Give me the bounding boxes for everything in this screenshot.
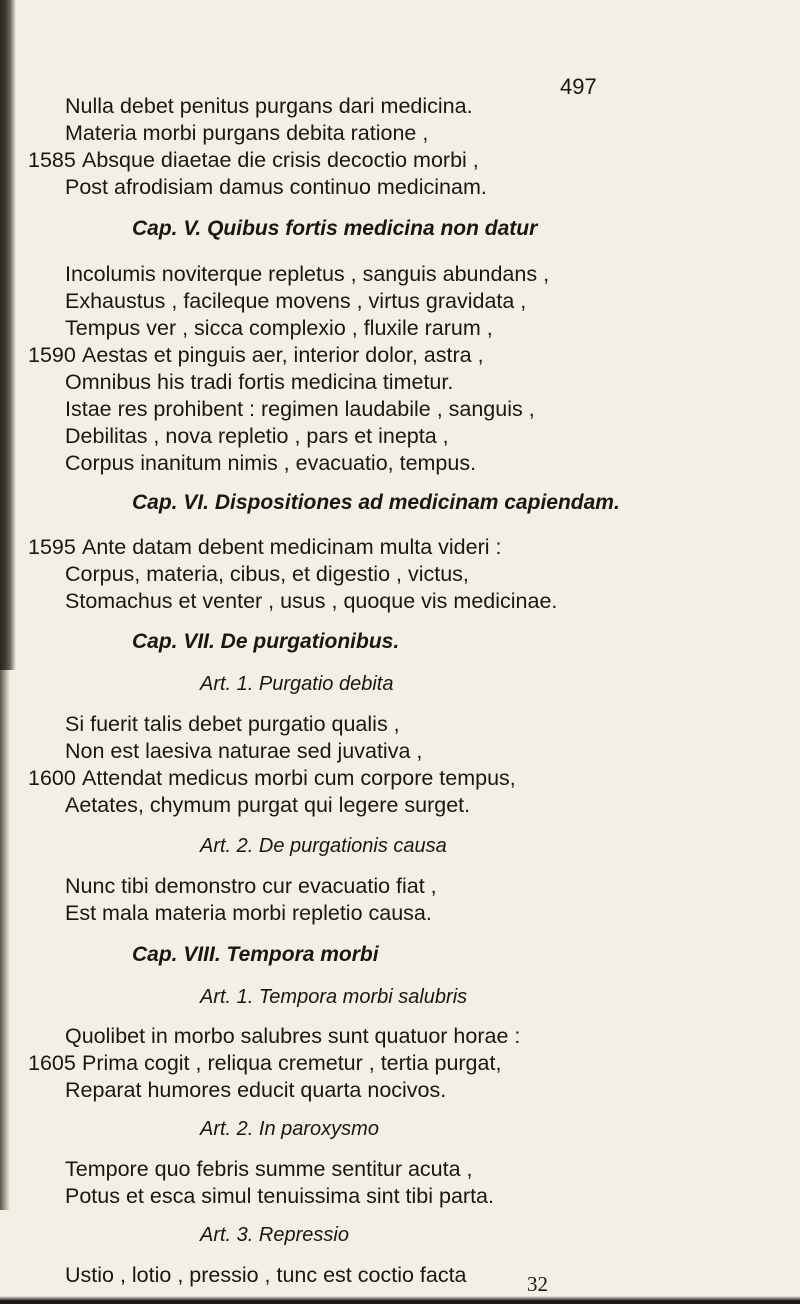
text-line: Aestas et pinguis aer, interior dolor, astra , (82, 343, 484, 367)
page-number: 497 (560, 74, 597, 99)
text-line: Reparat humores educit quarta nocivos. (65, 1078, 447, 1102)
line-number: 1605 (28, 1051, 76, 1075)
line-number: 1595 (28, 535, 76, 559)
book-binding-shadow (0, 0, 16, 670)
text-line: Stomachus et venter , usus , quoque vis medicinae. (65, 589, 558, 613)
text-line: Potus et esca simul tenuissima sint tibi parta. (65, 1184, 494, 1208)
line-number: 1590 (28, 343, 76, 367)
article-heading: Art. 1. Tempora morbi salubris (200, 986, 468, 1008)
text-line: Nulla debet penitus purgans dari medicina. (65, 94, 473, 118)
article-heading: Art. 2. In paroxysmo (200, 1118, 379, 1140)
book-binding-shadow-lower (0, 670, 10, 1210)
article-heading: Art. 1. Purgatio debita (200, 673, 394, 695)
text-line: Incolumis noviterque repletus , sanguis abundans , (65, 262, 550, 286)
article-heading: Art. 3. Repressio (200, 1224, 349, 1246)
text-line: Non est laesiva naturae sed juvativa , (65, 739, 423, 763)
chapter-heading: Cap. V. Quibus fortis medicina non datur (132, 217, 538, 240)
text-line: Attendat medicus morbi cum corpore tempus, (82, 766, 516, 790)
line-number: 1585 (28, 148, 76, 172)
text-line: Tempus ver , sicca complexio , fluxile rarum , (65, 316, 493, 340)
text-line: Nunc tibi demonstro cur evacuatio fiat , (65, 874, 437, 898)
chapter-heading: Cap. VII. De purgationibus. (132, 630, 400, 653)
text-line: Prima cogit , reliqua cremetur , tertia purgat, (82, 1051, 502, 1075)
text-line: Quolibet in morbo salubres sunt quatuor horae : (65, 1024, 521, 1048)
text-line: Si fuerit talis debet purgatio qualis , (65, 712, 400, 736)
text-line: Corpus inanitum nimis , evacuatio, tempus. (65, 451, 477, 475)
text-line: Est mala materia morbi repletio causa. (65, 901, 432, 925)
text-line: Istae res prohibent : regimen laudabile , sanguis , (65, 397, 535, 421)
chapter-heading: Cap. VI. Dispositiones ad medicinam capiendam. (132, 491, 620, 514)
text-line: Post afrodisiam damus continuo medicinam. (65, 175, 487, 199)
text-line: Omnibus his tradi fortis medicina timetur. (65, 370, 454, 394)
chapter-heading: Cap. VIII. Tempora morbi (132, 943, 379, 966)
article-heading: Art. 2. De purgationis causa (200, 835, 447, 857)
text-line: Aetates, chymum purgat qui legere surget. (65, 793, 471, 817)
text-line: Absque diaetae die crisis decoctio morbi , (82, 148, 479, 172)
text-line: Tempore quo febris summe sentitur acuta , (65, 1157, 473, 1181)
page-bottom-edge (0, 1296, 800, 1304)
line-number: 1600 (28, 766, 76, 790)
text-line: Debilitas , nova repletio , pars et inepta , (65, 424, 449, 448)
text-line: Ante datam debent medicinam multa videri : (82, 535, 502, 559)
text-line: Ustio , lotio , pressio , tunc est coctio facta (65, 1263, 467, 1287)
text-line: Materia morbi purgans debita ratione , (65, 121, 429, 145)
text-line: Corpus, materia, cibus, et digestio , victus, (65, 562, 469, 586)
text-line: Exhaustus , facileque movens , virtus gravidata , (65, 289, 527, 313)
signature-mark: 32 (527, 1272, 548, 1296)
